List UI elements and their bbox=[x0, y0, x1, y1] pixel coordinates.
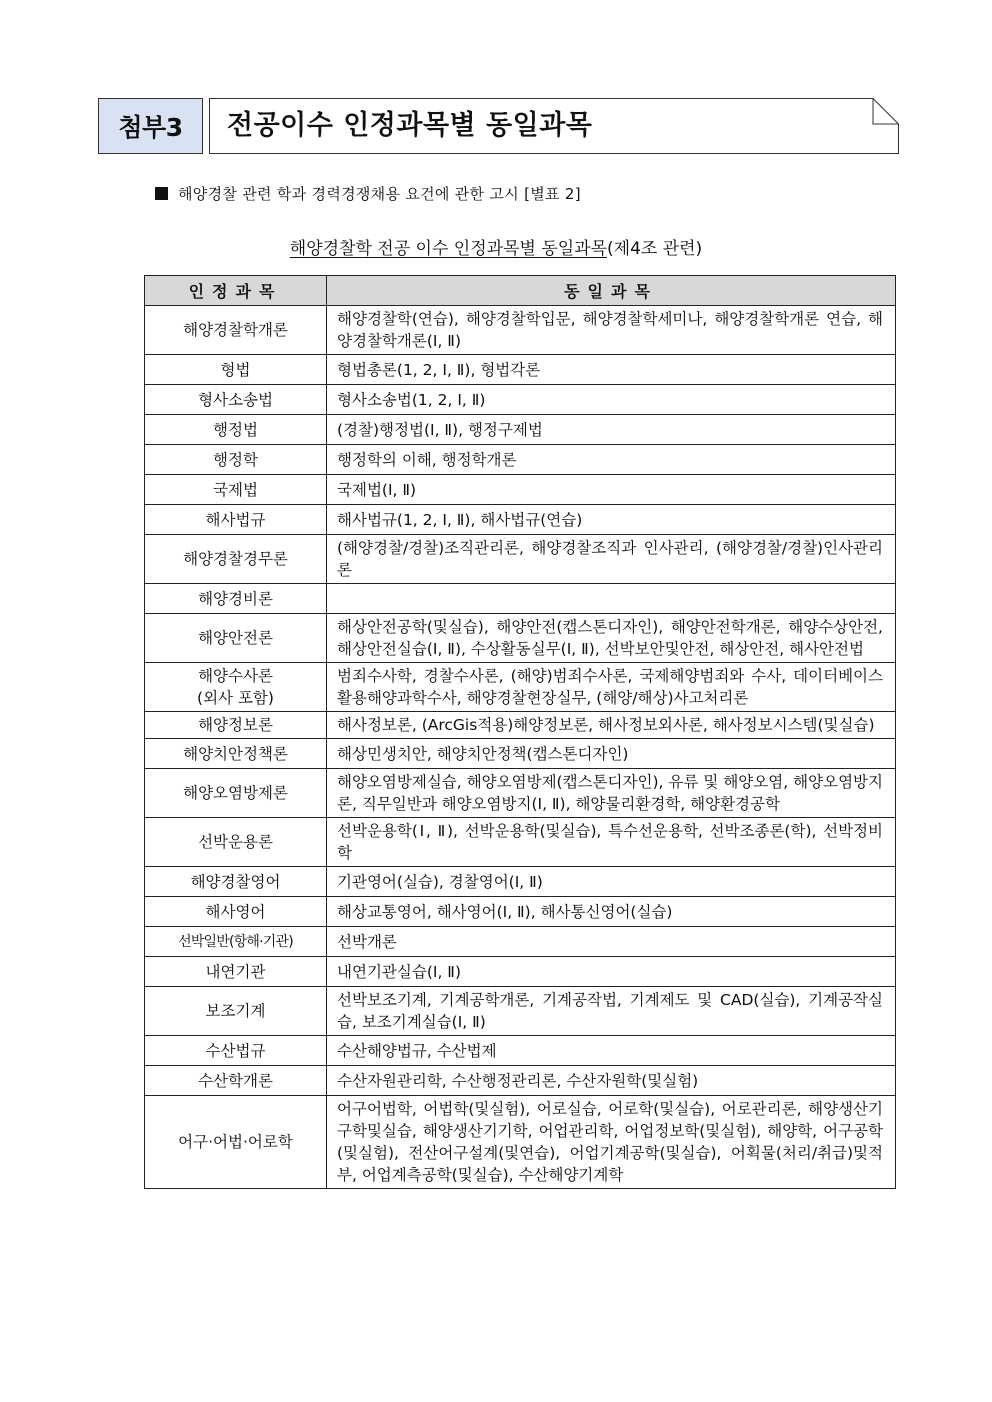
subject-cell: 수산법규 bbox=[145, 1036, 327, 1066]
equivalents-cell: 선박개론 bbox=[327, 927, 896, 957]
table-header-row bbox=[145, 276, 896, 306]
subject-cell: 해양경찰학개론 bbox=[145, 306, 327, 355]
subject-cell: 해양경비론 bbox=[145, 584, 327, 614]
equivalents-cell: (해양경찰/경찰)조직관리론, 해양경찰조직과 인사관리, (해양경찰/경찰)인사관리론 bbox=[327, 535, 896, 584]
equivalents-cell: 수산해양법규, 수산법제 bbox=[327, 1036, 896, 1066]
equivalents-cell: 해양경찰학(연습), 해양경찰학입문, 해양경찰학세미나, 해양경찰학개론 연습, 해양경찰학개론(Ⅰ, Ⅱ) bbox=[327, 306, 896, 355]
equivalents-cell: 내연기관실습(Ⅰ, Ⅱ) bbox=[327, 957, 896, 987]
equivalents-cell: 해상교통영어, 해사영어(Ⅰ, Ⅱ), 해사통신영어(실습) bbox=[327, 897, 896, 927]
subject-cell bbox=[145, 663, 327, 712]
equivalents-cell: 형사소송법(1, 2, Ⅰ, Ⅱ) bbox=[327, 385, 896, 415]
table-row bbox=[145, 1066, 896, 1096]
notice-text: 해양경찰 관련 학과 경력경쟁채용 요건에 관한 고시 [별표 2] bbox=[178, 185, 581, 203]
subject-cell: 해사영어 bbox=[145, 897, 327, 927]
equivalents-cell: 해상안전공학(및실습), 해양안전(캡스톤디자인), 해양안전학개론, 해양수상안전, 해상안전실습(Ⅰ, Ⅱ), 수상활동실무(Ⅰ, Ⅱ), 선박보안및안전, 해상안전, 해사안전법 bbox=[327, 614, 896, 663]
equivalents-cell: 해사법규(1, 2, Ⅰ, Ⅱ), 해사법규(연습) bbox=[327, 505, 896, 535]
subject-cell: 해사법규 bbox=[145, 505, 327, 535]
table-row bbox=[145, 1096, 896, 1189]
table-row bbox=[145, 505, 896, 535]
header-equivalent-subjects: 동일과목 bbox=[327, 276, 896, 306]
equivalents-cell: (경찰)행정법(Ⅰ, Ⅱ), 행정구제법 bbox=[327, 415, 896, 445]
subject-cell: 선박일반(항해·기관) bbox=[145, 927, 327, 957]
subject-cell: 국제법 bbox=[145, 475, 327, 505]
equivalents-cell: 해양오염방제실습, 해양오염방제(캡스톤디자인), 유류 및 해양오염, 해양오염방지론, 직무일반과 해양오염방지(Ⅰ, Ⅱ), 해양물리환경학, 해양환경공학 bbox=[327, 769, 896, 818]
table-row bbox=[145, 818, 896, 867]
subject-cell: 해양경찰영어 bbox=[145, 867, 327, 897]
table-row bbox=[145, 957, 896, 987]
subject-note: (외사 포함) bbox=[197, 689, 274, 707]
subject-cell: 해양정보론 bbox=[145, 712, 327, 739]
header-recognized-subject: 인정과목 bbox=[145, 276, 327, 306]
table-row bbox=[145, 355, 896, 385]
equivalents-cell: 범죄수사학, 경찰수사론, (해양)범죄수사론, 국제해양범죄와 수사, 데이터베이스활용해양과학수사, 해양경찰현장실무, (해양/해상)사고처리론 bbox=[327, 663, 896, 712]
table-row bbox=[145, 385, 896, 415]
table-caption bbox=[0, 234, 992, 259]
table-row bbox=[145, 867, 896, 897]
equivalents-cell bbox=[327, 584, 896, 614]
equivalents-cell: 국제법(Ⅰ, Ⅱ) bbox=[327, 475, 896, 505]
subject-table bbox=[144, 275, 896, 1189]
subject-name: 해양수사론 bbox=[198, 667, 273, 685]
subject-cell: 선박운용론 bbox=[145, 818, 327, 867]
notice-line bbox=[155, 183, 581, 204]
table-row bbox=[145, 897, 896, 927]
table-row bbox=[145, 306, 896, 355]
subject-cell: 해양오염방제론 bbox=[145, 769, 327, 818]
table-row bbox=[145, 535, 896, 584]
subject-cell: 행정학 bbox=[145, 445, 327, 475]
table-row bbox=[145, 712, 896, 739]
subject-cell: 해양치안정책론 bbox=[145, 739, 327, 769]
table-row bbox=[145, 769, 896, 818]
table-row bbox=[145, 987, 896, 1036]
equivalents-cell: 해상민생치안, 해양치안정책(캡스톤디자인) bbox=[327, 739, 896, 769]
subject-cell: 해양안전론 bbox=[145, 614, 327, 663]
table-row bbox=[145, 1036, 896, 1066]
table-row bbox=[145, 614, 896, 663]
table-row bbox=[145, 739, 896, 769]
equivalents-cell: 수산자원관리학, 수산행정관리론, 수산자원학(및실험) bbox=[327, 1066, 896, 1096]
table-row bbox=[145, 927, 896, 957]
equivalents-cell: 선박보조기계, 기계공학개론, 기계공작법, 기계제도 및 CAD(실습), 기계공작실습, 보조기계실습(Ⅰ, Ⅱ) bbox=[327, 987, 896, 1036]
table-row bbox=[145, 445, 896, 475]
subject-cell: 형법 bbox=[145, 355, 327, 385]
subject-cell: 어구·어법·어로학 bbox=[145, 1096, 327, 1189]
caption-suffix: (제4조 관련) bbox=[607, 239, 703, 259]
subject-cell: 행정법 bbox=[145, 415, 327, 445]
page-header bbox=[98, 98, 900, 154]
attachment-badge: 첨부3 bbox=[98, 98, 203, 154]
subject-cell: 형사소송법 bbox=[145, 385, 327, 415]
equivalents-cell: 어구어법학, 어법학(및실험), 어로실습, 어로학(및실습), 어로관리론, 해양생산기구학및실습, 해양생산기기학, 어업관리학, 어업정보학(및실험), 해양학, 어구공학(및실험), 전산어구설계(및연습), 어업기계공학(및실습), 어획물(처리/취급)및적부, 어업계측공학(및실습), 수산해양기계학 bbox=[327, 1096, 896, 1189]
table-row bbox=[145, 584, 896, 614]
subject-cell: 수산학개론 bbox=[145, 1066, 327, 1096]
subject-cell: 해양경찰경무론 bbox=[145, 535, 327, 584]
table-row bbox=[145, 663, 896, 712]
equivalents-cell: 행정학의 이해, 행정학개론 bbox=[327, 445, 896, 475]
equivalents-cell: 형법총론(1, 2, Ⅰ, Ⅱ), 형법각론 bbox=[327, 355, 896, 385]
caption-main: 해양경찰학 전공 이수 인정과목별 동일과목 bbox=[289, 239, 608, 259]
subject-cell: 보조기계 bbox=[145, 987, 327, 1036]
equivalents-cell: 선박운용학(Ⅰ, Ⅱ), 선박운용학(및실습), 특수선운용학, 선박조종론(학), 선박정비학 bbox=[327, 818, 896, 867]
black-square-icon bbox=[155, 187, 168, 200]
table-row bbox=[145, 475, 896, 505]
table-row bbox=[145, 415, 896, 445]
page-title: 전공이수 인정과목별 동일과목 bbox=[227, 110, 593, 141]
title-box bbox=[209, 98, 899, 154]
equivalents-cell: 해사정보론, (ArcGis적용)해양정보론, 해사정보외사론, 해사정보시스템(및실습) bbox=[327, 712, 896, 739]
equivalents-cell: 기관영어(실습), 경찰영어(Ⅰ, Ⅱ) bbox=[327, 867, 896, 897]
subject-cell: 내연기관 bbox=[145, 957, 327, 987]
